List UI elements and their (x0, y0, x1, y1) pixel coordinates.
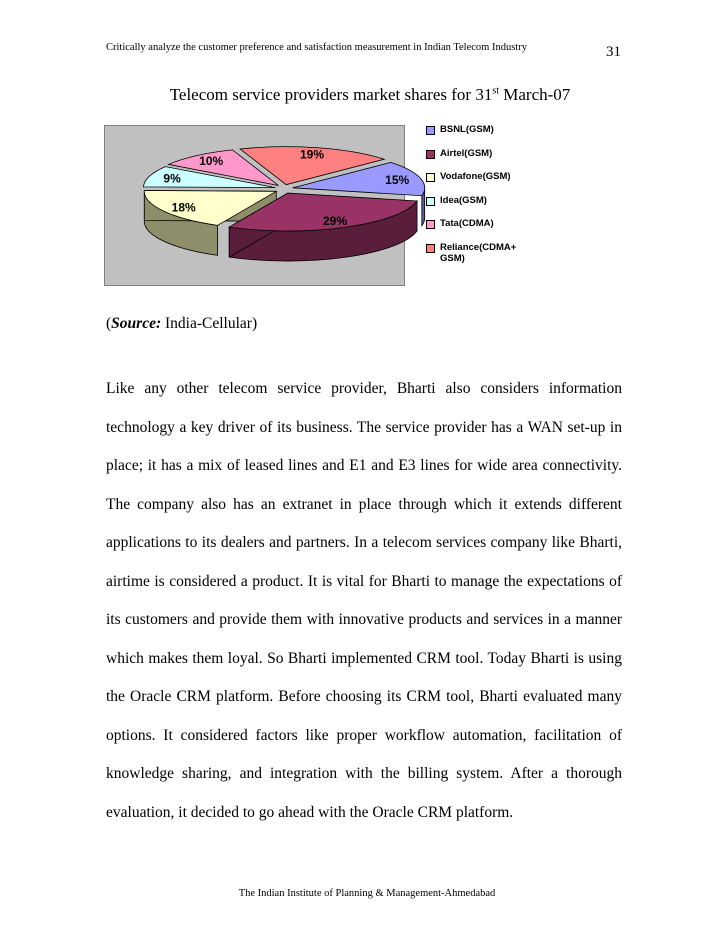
source-label: Source: (111, 315, 162, 332)
legend-label-bsnl-gsm: BSNL(GSM) (440, 124, 494, 135)
legend-swatch-tata-cdma (426, 220, 435, 229)
legend-label-airtel-gsm: Airtel(GSM) (440, 147, 493, 159)
legend-label-reliance-cdma-gsm: Reliance(CDMA+ (440, 241, 517, 253)
page-number: 31 (606, 44, 621, 60)
pie-label-tata-cdma: 10% (199, 154, 224, 169)
source-citation (106, 315, 257, 333)
legend-label-vodafone-gsm: Vodafone(GSM) (440, 171, 511, 182)
legend-label-idea-gsm: Idea(GSM) (440, 194, 487, 206)
page-footer: The Indian Institute of Planning & Management-Ahmedabad (238, 888, 496, 899)
legend-item-vodafone-gsm (426, 171, 526, 195)
chart-legend (426, 124, 526, 265)
legend-swatch-airtel-gsm (426, 150, 435, 159)
chart-title-suffix: March-07 (499, 85, 571, 104)
pie-label-reliance-cdma-gsm: 19% (299, 147, 325, 162)
chart-title-main: Telecom service providers market shares for 31 (169, 85, 493, 104)
legend-label-reliance-cdma-gsm-1: GSM) (440, 252, 465, 264)
legend-item-bsnl-gsm (426, 124, 526, 148)
legend-label-tata-cdma: Tata(CDMA) (440, 218, 494, 229)
pie-label-bsnl-gsm: 15% (385, 172, 410, 187)
source-open: ( (106, 315, 112, 332)
legend-item-idea-gsm (426, 195, 526, 219)
source-text: India-Cellular) (161, 315, 258, 332)
legend-item-tata-cdma (426, 218, 526, 242)
legend-swatch-reliance-cdma-gsm (426, 244, 435, 253)
running-header: Critically analyze the customer preference and satisfaction measurement in Indian Telecom Industry (106, 42, 527, 53)
chart-title (0, 85, 728, 105)
chart-title-superscript: st (492, 85, 500, 97)
legend-item-airtel-gsm (426, 148, 526, 172)
legend-swatch-vodafone-gsm (426, 173, 435, 182)
legend-swatch-bsnl-gsm (426, 126, 435, 135)
legend-swatch-idea-gsm (426, 197, 435, 206)
pie-label-vodafone-gsm: 18% (171, 200, 196, 215)
pie-label-airtel-gsm: 29% (322, 214, 348, 229)
pie-label-idea-gsm: 9% (163, 171, 181, 186)
legend-item-reliance-cdma-gsm (426, 242, 526, 266)
body-paragraph: Like any other telecom service provider, Bharti also considers information technology a key driver of its business. The service provider has a WAN set-up in place; it has a mix of leased lines and E1 and E3 lines for wide area connectivity. The company also has an extranet in place through which it extends different applications to its dealers and partners. In a telecom services company like Bharti, airtime is considered a product. It is vital for Bharti to manage the expectations of its customers and provide them with innovative products and services in a manner which makes them loyal. So Bharti implemented CRM tool. Today Bharti is using the Oracle CRM platform. Before choosing its CRM tool, Bharti evaluated many options. It considered factors like proper workflow automation, facilitation of knowledge sharing, and integration with the billing system. After a thorough evaluation, it decided to go ahead with the Oracle CRM platform. (106, 380, 622, 821)
